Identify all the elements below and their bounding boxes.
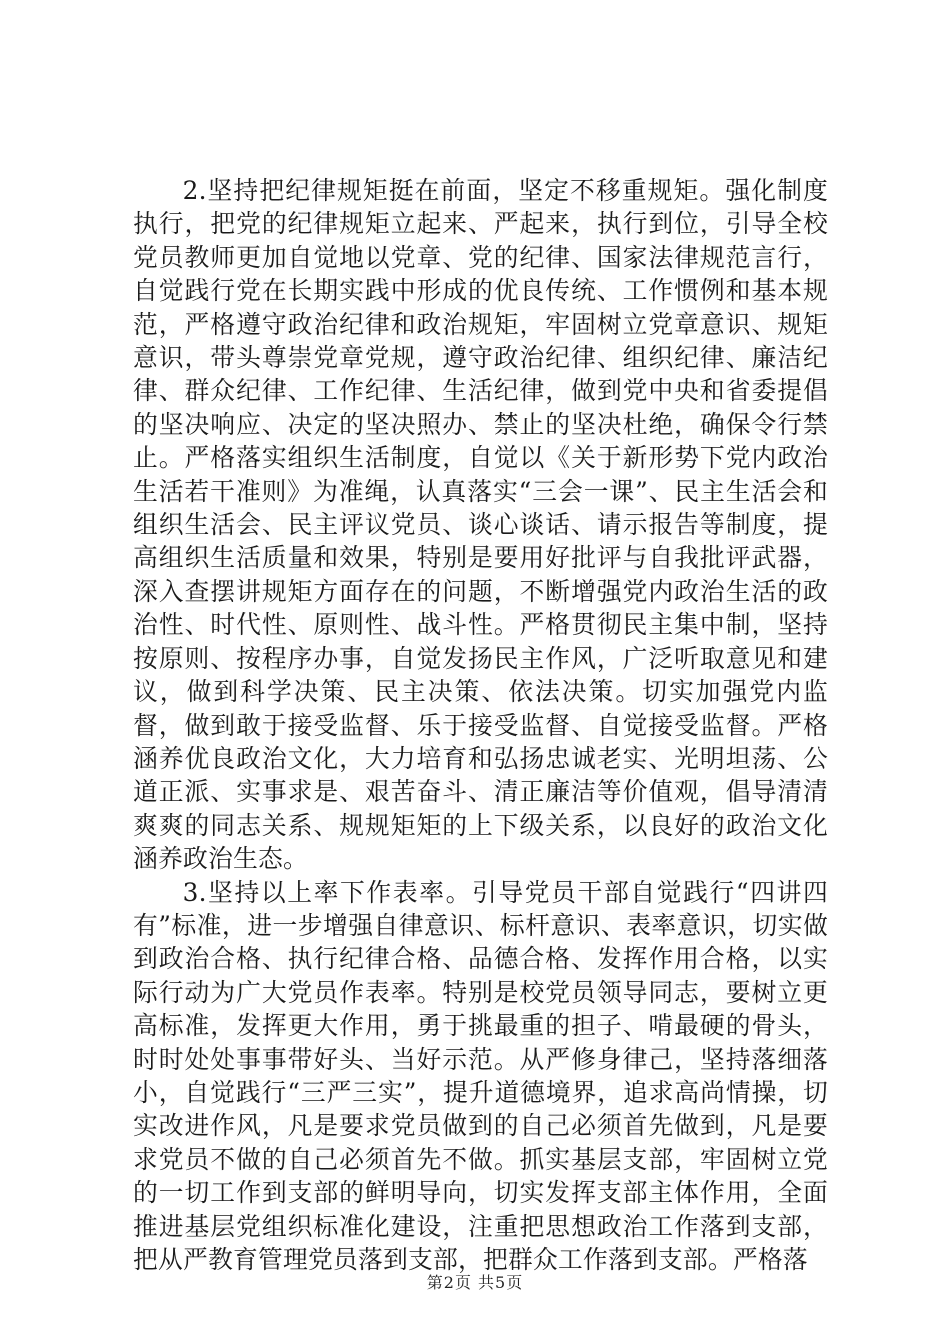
document-body: [133, 174, 828, 1276]
paragraph-3: 3.坚持以上率下作表率。引导党员干部自觉践行“四讲四有”标准，进一步增强自律意识、标杆意识、表率意识，切实做到政治合格、执行纪律合格、品德合格、发挥作用合格，以实际行动为广大党员作表率。特别是校党员领导同志，要树立更高标准，发挥更大作用，勇于挑最重的担子、啃最硬的骨头，时时处处事事带好头、当好示范。从严修身律己，坚持落细落小，自觉践行“三严三实”，提升道德境界，追求高尚情操，切实改进作风，凡是要求党员做到的自己必须首先做到，凡是要求党员不做的自己必须首先不做。抓实基层支部，牢固树立党的一切工作到支部的鲜明导向，切实发挥支部主体作用，全面推进基层党组织标准化建设，注重把思想政治工作落到支部，把从严教育管理党员落到支部，把群众工作落到支部。严格落: [133, 877, 828, 1274]
paragraph-2: 2.坚持把纪律规矩挺在前面，坚定不移重规矩。强化制度执行，把党的纪律规矩立起来、严起来，执行到位，引导全校党员教师更加自觉地以党章、党的纪律、国家法律规范言行，自觉践行党在长期实践中形成的优良传统、工作惯例和基本规范，严格遵守政治纪律和政治规矩，牢固树立党章意识、规矩意识，带头尊崇党章党规，遵守政治纪律、组织纪律、廉洁纪律、群众纪律、工作纪律、生活纪律，做到党中央和省委提倡的坚决响应、决定的坚决照办、禁止的坚决杜绝，确保令行禁止。严格落实组织生活制度，自觉以《关于新形势下党内政治生活若干准则》为准绳，认真落实“三会一课”、民主生活会和组织生活会、民主评议党员、谈心谈话、请示报告等制度，提高组织生活质量和效果，特别是要用好批评与自我批评武器，深入查摆讲规矩方面存在的问题，不断增强党内政治生活的政治性、时代性、原则性、战斗性。严格贯彻民主集中制，坚持按原则、按程序办事，自觉发扬民主作风，广泛听取意见和建议，做到科学决策、民主决策、依法决策。切实加强党内监督，做到敢于接受监督、乐于接受监督、自觉接受监督。严格涵养优良政治文化，大力培育和弘扬忠诚老实、光明坦荡、公道正派、实事求是、艰苦奋斗、清正廉洁等价值观，倡导清清爽爽的同志关系、规规矩矩的上下级关系，以良好的政治文化涵养政治生态。: [133, 176, 828, 874]
page-footer: 第2页 共5页: [426, 1273, 524, 1292]
